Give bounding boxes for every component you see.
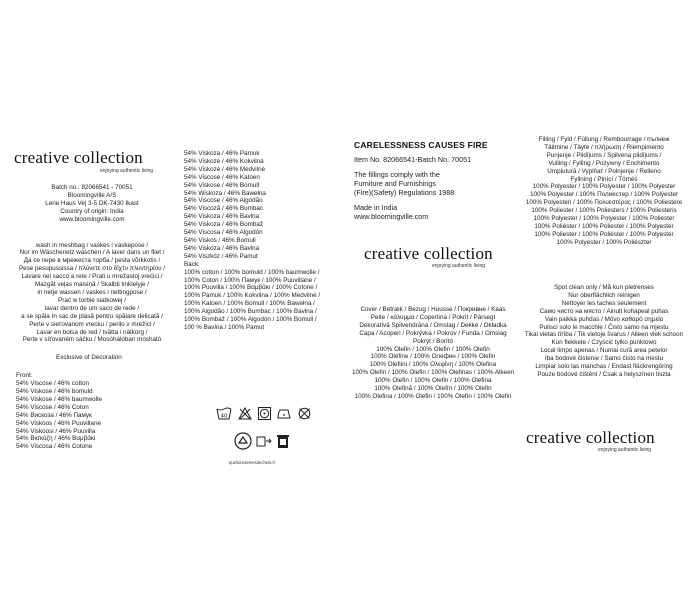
recycle-icon (234, 432, 252, 450)
brand-name: creative collection (364, 244, 493, 263)
text-line: 100% Poliéster / 100% Poliester / 100% Polyester (534, 222, 674, 230)
triman-icon (256, 433, 272, 449)
text-line: 54% Вискоза / 46% Памук (16, 411, 92, 419)
brand-tagline: enjoying authentic living (432, 263, 486, 269)
text-line: Capa / Acoperi / Pokrývka / Pokrov / Funda / Omslag (359, 329, 507, 337)
text-line: 54% Viscose / 46% Katoen (184, 173, 260, 181)
text-line: Pokrýt / Borító (413, 337, 453, 345)
text-line: 100% Puuvilla / 100% Βαμβάκι / 100% Cotone / (184, 284, 318, 292)
wash-instructions (12, 242, 172, 345)
back-label: Back: (184, 260, 200, 268)
text-line: 54% Viskoza / 46% Bavlna (184, 213, 260, 221)
text-line: 54% Βισκόζη / 46% Βαμβάκι (16, 435, 96, 443)
text-line: Nur oberflächlich reinigen (568, 291, 640, 299)
text-line: Да се пере в мрежеста торба / pesta võrkkotis / (23, 257, 161, 265)
text-line: a se spăla în sac de plasă pentru spălare delicată / (21, 312, 163, 320)
text-line: Prać w torbie siatkowej / (58, 296, 126, 304)
fire-warning-heading: CARELESSNESS CAUSES FIRE (354, 140, 488, 150)
text-line: Local limpo apenas / Numai cură area petelor (540, 347, 668, 355)
text-line: Nettoyer les taches seulement (561, 299, 647, 307)
recycling-info (234, 432, 290, 450)
text-line: Limpiar solo las manchas / Endast fläckrengöring (535, 363, 673, 371)
brand-logo (12, 148, 177, 178)
text-line: Nur im Wäschenetz waschen / A laver dans un filet / (19, 249, 165, 257)
text-line: 100% Olefina / 100% Olefin / 100% Olefín / 100% Olefin (354, 392, 512, 400)
text-line: 54% Viskoza / 46% Bombaž (184, 221, 263, 229)
brand-name: creative collection (14, 148, 143, 167)
spot-clean-instructions (514, 284, 694, 379)
front-label: Front: (16, 372, 33, 380)
text-line: Pulisci solo le macchie / Čisto samo na mjestu (539, 323, 669, 331)
text-line: 100% Polyester / 100% Poliészter (556, 238, 652, 246)
text-line: Lavar en bolsa de red / tvätta i nätkorg / (36, 328, 148, 336)
text-line: 100% Algodão / 100% Bumbac / 100% Bavlna / (184, 308, 317, 316)
text-line: Iba bodové čistenie / Samo čisto na mestu (544, 355, 664, 363)
text-line: 54% Viscose / 46% cotton (16, 380, 90, 388)
text-line: 54% Viscosa / 46% Algodón (184, 229, 263, 237)
text-line: in netje wassen / vaskes i nettingpose / (37, 288, 147, 296)
text-line: Umplutură / Vyplňať / Polnjenje / Relleno (547, 167, 661, 175)
text-line: 54% Viszkóz / 46% Pamut (184, 252, 258, 260)
text-line: Pouze bodové čištění / Csak a helyszínen tiszta (537, 370, 671, 378)
cover-composition (352, 306, 514, 401)
text-line: (Fire)(Safety) Regulations 1988 (354, 188, 455, 197)
text-line: wash in meshbag / vaskes i vaskepose / (35, 241, 149, 249)
text-line: Fyllning / Plnící / Töméś (570, 175, 638, 183)
text-line: 54% Viscose / 46% Algodão (184, 197, 263, 205)
no-bleach-icon (238, 407, 252, 420)
text-line: 100% cotton / 100% bomuld / 100% baumwolle / (184, 268, 320, 276)
text-line: Perte v síťovaném sáčku / Mosóhálóban mosható (22, 336, 162, 344)
text-line: 54% Viskóza / 46% Bavlna (184, 244, 260, 252)
text-line: Kun flekkete / Czyścić tylko punktowo (551, 339, 657, 347)
text-line: Mazgāt veļas maisiņā / Skalbti tinklelyje / (34, 281, 150, 289)
filling-composition (514, 136, 694, 247)
text-line: Lavare nel sacco a rete / Prati u mrežastoj vrećici / (21, 273, 163, 281)
text-line: 54% Viscosa / 46% Cotone (16, 443, 93, 451)
text-line: lavar dentro de um saco de rede / (44, 304, 140, 312)
text-line: 100% Olefină / 100% Olefín / 100% Olefin (374, 385, 492, 393)
tumble-dry-icon (258, 407, 271, 420)
back-composition (184, 269, 354, 332)
fire-regulation (354, 170, 514, 197)
text-line: Dekoratīvā Spilvendrāna / Omslag / Dekke / Okładka (359, 321, 507, 329)
svg-text:40: 40 (220, 413, 228, 420)
text-line: Spot clean only / Må kun pletrenses (554, 284, 654, 291)
brand-tagline: enjoying authentic living (598, 447, 652, 453)
text-line: 100% Polyesteri / 100% Πολυεστέρας / 100% Poliestere (525, 199, 683, 207)
wash-40-icon (216, 407, 232, 420)
item-number: Item No. 82066541-Batch No. 70051 (354, 155, 472, 164)
label-column-1 (12, 148, 177, 451)
text-line: 100% Poliester / 100% Poliesters / 100% Poliesteris (531, 207, 677, 215)
text-line: Täitmine / Täyte / πλήρωση / Riempimento (544, 143, 664, 151)
text-line: www.bloomingville.com (59, 215, 125, 223)
text-line: 100% Olefin / 100% Olefin / 100% Olefina (374, 377, 492, 385)
front-composition (16, 380, 177, 451)
text-line: 54% Viskozė / 46% Medvilnė (184, 165, 266, 173)
exclusive-note: Exclusive of Decoration (56, 354, 122, 362)
text-line: 100% Oléfine / 100% Олефин / 100% Olefin (370, 353, 496, 361)
text-line: Само чисто на място / Ainult kohapeal puhas (539, 307, 669, 315)
made-in: Made in India (354, 203, 398, 212)
text-line: 54% Viskose / 46% baumwolle (16, 395, 102, 403)
care-symbols (216, 407, 311, 420)
text-line: 100% Polyester / 100% Polyester / 100% Poliester (533, 215, 675, 223)
text-line: Perte v sieťovanom vrecku / perilo v mrežici / (29, 320, 155, 328)
text-line: Bloomingville A/S (67, 191, 117, 199)
text-line: Country of origin: India (60, 207, 124, 215)
front-composition-continued (184, 150, 354, 261)
iron-icon (277, 408, 292, 420)
text-line: 54% Viskoosi / 46% Puuvilla (16, 427, 96, 435)
text-line: The fillings comply with the (354, 170, 440, 179)
text-line: 54% Viskose / 46% Bomull (184, 181, 260, 189)
text-line: 54% Wiskoza / 46% Bawełna (184, 189, 266, 197)
text-line: Pese pesupussissa / πλύνετε στο δίχτυ πλυντηρίου / (18, 265, 166, 273)
text-line: 100% Pamuk / 100% Kokvilna / 100% Medvilnė / (184, 292, 321, 300)
batch-info (12, 184, 172, 224)
text-line: Cover / Betræk / Bezug / Housse / Покривне / Kaas (360, 306, 506, 313)
text-line: Punjenje / Pildījums / Spilvena pildījums / (546, 151, 662, 159)
text-line: 100% Olefin / 100% Olefin / 100% Olefinas / 100% Alkeen (352, 369, 515, 377)
text-line: Lene Haus Vej 3-5 DK-7430 Ikast (45, 199, 139, 207)
text-line: 100% Bombaž / 100% Algodón / 100% Bomull / (184, 316, 317, 324)
text-line: 100% Olefin / 100% Olefin / 100% Olefin (376, 345, 490, 353)
brand-tagline: enjoying authentic living (100, 168, 154, 174)
text-line: 100% Polyester / 100% Polyester / 100% Polyester (532, 183, 676, 191)
text-line: Vain paikka puhdas / Μόνο καθαρό σημείο (544, 315, 664, 323)
text-line: 54% Viskoos / 46% Puuvillane (16, 419, 101, 427)
text-line: Tikai vietas tīrība / Tik vietoje švarus / Alleen vlek schoon (524, 331, 684, 339)
brand-name: creative collection (526, 428, 655, 447)
brand-logo-2 (364, 244, 493, 269)
label-column-3 (354, 140, 514, 221)
text-line: 100% Katoen / 100% Bomull / 100% Bawełna / (184, 300, 315, 308)
label-column-2 (184, 150, 354, 332)
recycle-url: quefairedemesdechets.fr (229, 460, 276, 465)
text-line: Peite / κάλυμμα / Copertina / Pokrit / Pārsegt (370, 313, 496, 321)
text-line: 100% Olefiini / 100% Ολεφίνη / 100% Olefina (369, 361, 497, 369)
text-line: 100% Polyester / 100% Полиестер / 100% Polÿester (529, 191, 679, 199)
text-line: Furniture and Furnishings (354, 179, 436, 188)
text-line: 54% Viskoze / 46% Kokvilna (184, 157, 264, 165)
brand-logo-3 (526, 428, 655, 453)
text-line: Vulling / Fylling / Pożywny / Enchimento (548, 159, 660, 167)
bin-icon (276, 433, 290, 449)
no-dry-clean-icon (298, 407, 311, 420)
text-line: 54% Viskos / 46% Bomull (184, 236, 256, 244)
text-line: 54% Viscoză / 46% Bumbac (184, 205, 263, 213)
text-line: 54% Viscose / 46% Coton (16, 403, 89, 411)
text-line: 100% Coton / 100% Памук / 100% Puuvillane / (184, 276, 316, 284)
text-line: Filling / Fyld / Füllung / Rembourrage / пълнеж (538, 136, 670, 143)
website-url: www.bloomingville.com (354, 212, 429, 221)
text-line: 54% Viskoza / 46% Pamuk (184, 150, 260, 157)
text-line: Batch no.: 82066541 - 70051 (51, 184, 133, 191)
text-line: 54% Viskose / 46% bomuld (16, 388, 93, 396)
text-line: 100% Poliester / 100% Poliéster / 100% Polyester (534, 230, 674, 238)
text-line: 100 % Bavlna / 100% Pamut (184, 323, 265, 331)
